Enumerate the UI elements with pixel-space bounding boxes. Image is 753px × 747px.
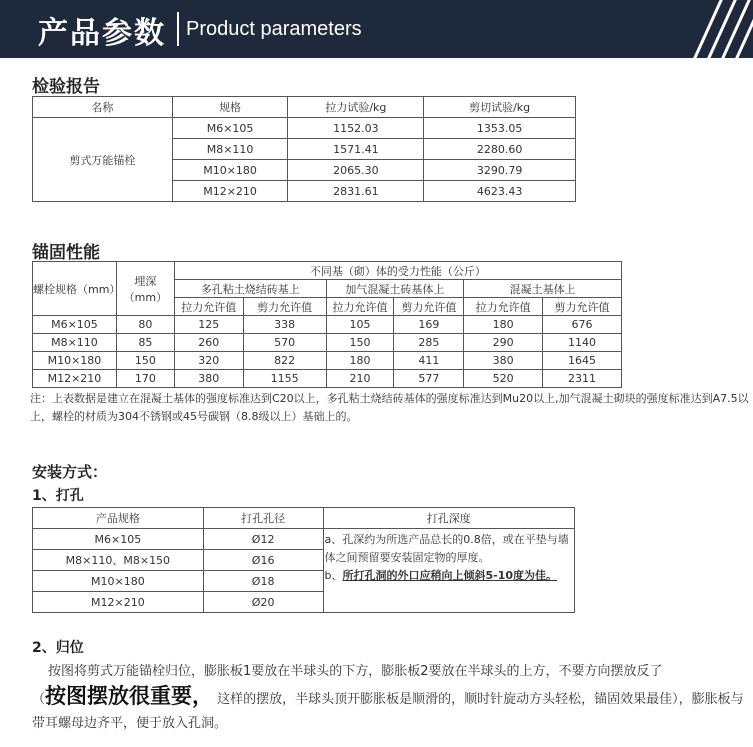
value-cell: 520 — [464, 370, 543, 388]
header-cell: 打孔深度 — [323, 508, 575, 529]
value-cell: 676 — [543, 316, 622, 334]
table-row — [33, 352, 622, 370]
depth-note-b-prefix: b、 — [324, 569, 343, 582]
placement-paragraph-2 — [32, 684, 748, 736]
depth-cell: 170 — [116, 370, 174, 388]
spec-cell: M12×210 — [172, 181, 288, 202]
spec-cell: M8×110 — [33, 334, 117, 352]
shear-cell: 2280.60 — [424, 139, 576, 160]
value-cell: 338 — [243, 316, 326, 334]
depth-note-a: a、孔深约为所选产品总长的0.8倍，或在平垫与墙体之间预留要安装固定物的厚度。 — [324, 533, 569, 564]
sub-header: 拉力允许值 — [326, 298, 394, 316]
emphasis-text: 按图摆放很重要， — [45, 684, 214, 708]
value-cell: 2311 — [543, 370, 622, 388]
table-row — [33, 370, 622, 388]
anchorage-note: 注：上表数据是建立在混凝土基体的强度标准达到C20以上，多孔粘土烧结砖基体的强度标准达到Mu20以上,加气混凝土砌块的强度标准达到A7.5以上，螺栓的材质为304不锈钢或45号碳钢（8.8级以上）基础上的。 — [30, 392, 749, 423]
value-cell: 180 — [326, 352, 394, 370]
table-row — [33, 118, 576, 139]
value-cell: 150 — [326, 334, 394, 352]
header-cell: 产品规格 — [33, 508, 204, 529]
value-cell: 577 — [394, 370, 464, 388]
spec-header: 螺栓规格（mm） — [33, 262, 117, 316]
value-cell: 260 — [174, 334, 243, 352]
table-header-row — [33, 97, 576, 118]
header-cell: 名称 — [33, 97, 173, 118]
step2-title: 2、归位 — [32, 640, 84, 656]
banner-divider — [177, 12, 179, 46]
value-cell: 169 — [394, 316, 464, 334]
anchorage-title: 锚固性能 — [32, 243, 100, 263]
table-header-row — [33, 262, 622, 280]
spec-cell: M6×105 — [33, 529, 204, 550]
table-row — [33, 316, 622, 334]
value-cell: 125 — [174, 316, 243, 334]
diameter-cell: Ø20 — [203, 592, 323, 613]
placement-detail: 这样的摆放，半球头顶开膨胀板是顺滑的，顺时针旋动方头轻松，锚固效果最佳），膨胀板与带耳螺母边齐平，便于放入孔洞。 — [32, 692, 744, 731]
spec-cell: M12×210 — [33, 370, 117, 388]
spec-cell: M8×110、M8×150 — [33, 550, 204, 571]
value-cell: 210 — [326, 370, 394, 388]
value-cell: 180 — [464, 316, 543, 334]
spec-cell: M10×180 — [33, 571, 204, 592]
inspection-title: 检验报告 — [32, 77, 100, 97]
table-row — [33, 334, 622, 352]
value-cell: 570 — [243, 334, 326, 352]
shear-cell: 1353.05 — [424, 118, 576, 139]
header-cell: 剪切试验/kg — [424, 97, 576, 118]
tension-cell: 2831.61 — [288, 181, 424, 202]
sub-header: 剪力允许值 — [243, 298, 326, 316]
diameter-cell: Ø16 — [203, 550, 323, 571]
value-cell: 1645 — [543, 352, 622, 370]
base-header: 混凝土基体上 — [464, 280, 622, 298]
depth-cell: 150 — [116, 352, 174, 370]
banner-title-cn: 产品参数 — [38, 16, 166, 51]
value-cell: 1155 — [243, 370, 326, 388]
step1-title: 1、打孔 — [32, 488, 84, 504]
base-header: 加气混凝土砖基体上 — [326, 280, 464, 298]
sub-header: 剪力允许值 — [543, 298, 622, 316]
header-cell: 规格 — [172, 97, 288, 118]
value-cell: 411 — [394, 352, 464, 370]
header-cell: 拉力试验/kg — [288, 97, 424, 118]
value-cell: 290 — [464, 334, 543, 352]
base-header: 多孔粘土烧结砖基上 — [174, 280, 326, 298]
paren-open: （ — [32, 692, 46, 707]
tension-cell: 1571.41 — [288, 139, 424, 160]
spec-cell: M10×180 — [33, 352, 117, 370]
table-row — [33, 529, 575, 550]
product-name-cell: 剪式万能锚栓 — [33, 118, 173, 202]
header-cell: 打孔孔径 — [203, 508, 323, 529]
table-header-row — [33, 508, 575, 529]
sub-header: 拉力允许值 — [174, 298, 243, 316]
shear-cell: 3290.79 — [424, 160, 576, 181]
tension-cell: 1152.03 — [288, 118, 424, 139]
depth-header: 埋深（mm） — [116, 262, 174, 316]
group-header: 不同基（砌）体的受力性能（公斤） — [174, 262, 621, 280]
spec-cell: M10×180 — [172, 160, 288, 181]
depth-cell: 85 — [116, 334, 174, 352]
spec-cell: M8×110 — [172, 139, 288, 160]
depth-note-b: 所打孔洞的外口应稍向上倾斜5-10度为佳。 — [342, 569, 558, 582]
spec-cell: M6×105 — [33, 316, 117, 334]
sub-header: 剪力允许值 — [394, 298, 464, 316]
value-cell: 1140 — [543, 334, 622, 352]
value-cell: 320 — [174, 352, 243, 370]
install-title: 安装方式： — [32, 463, 108, 481]
inspection-table — [32, 96, 576, 202]
value-cell: 105 — [326, 316, 394, 334]
value-cell: 380 — [464, 352, 543, 370]
depth-description — [323, 529, 575, 613]
drill-table — [32, 507, 575, 613]
shear-cell: 4623.43 — [424, 181, 576, 202]
value-cell: 822 — [243, 352, 326, 370]
spec-cell: M6×105 — [172, 118, 288, 139]
banner-title-en: Product parameters — [186, 18, 362, 40]
anchorage-table — [32, 261, 622, 388]
banner-stripes-icon — [673, 0, 753, 58]
diameter-cell: Ø12 — [203, 529, 323, 550]
value-cell: 285 — [394, 334, 464, 352]
header-banner — [0, 0, 753, 58]
value-cell: 380 — [174, 370, 243, 388]
tension-cell: 2065.30 — [288, 160, 424, 181]
placement-paragraph: 按图将剪式万能锚栓归位，膨胀板1要放在半球头的下方，膨胀板2要放在半球头的上方，不要方向摆放反了 — [48, 664, 663, 679]
diameter-cell: Ø18 — [203, 571, 323, 592]
depth-cell: 80 — [116, 316, 174, 334]
sub-header: 拉力允许值 — [464, 298, 543, 316]
spec-cell: M12×210 — [33, 592, 204, 613]
